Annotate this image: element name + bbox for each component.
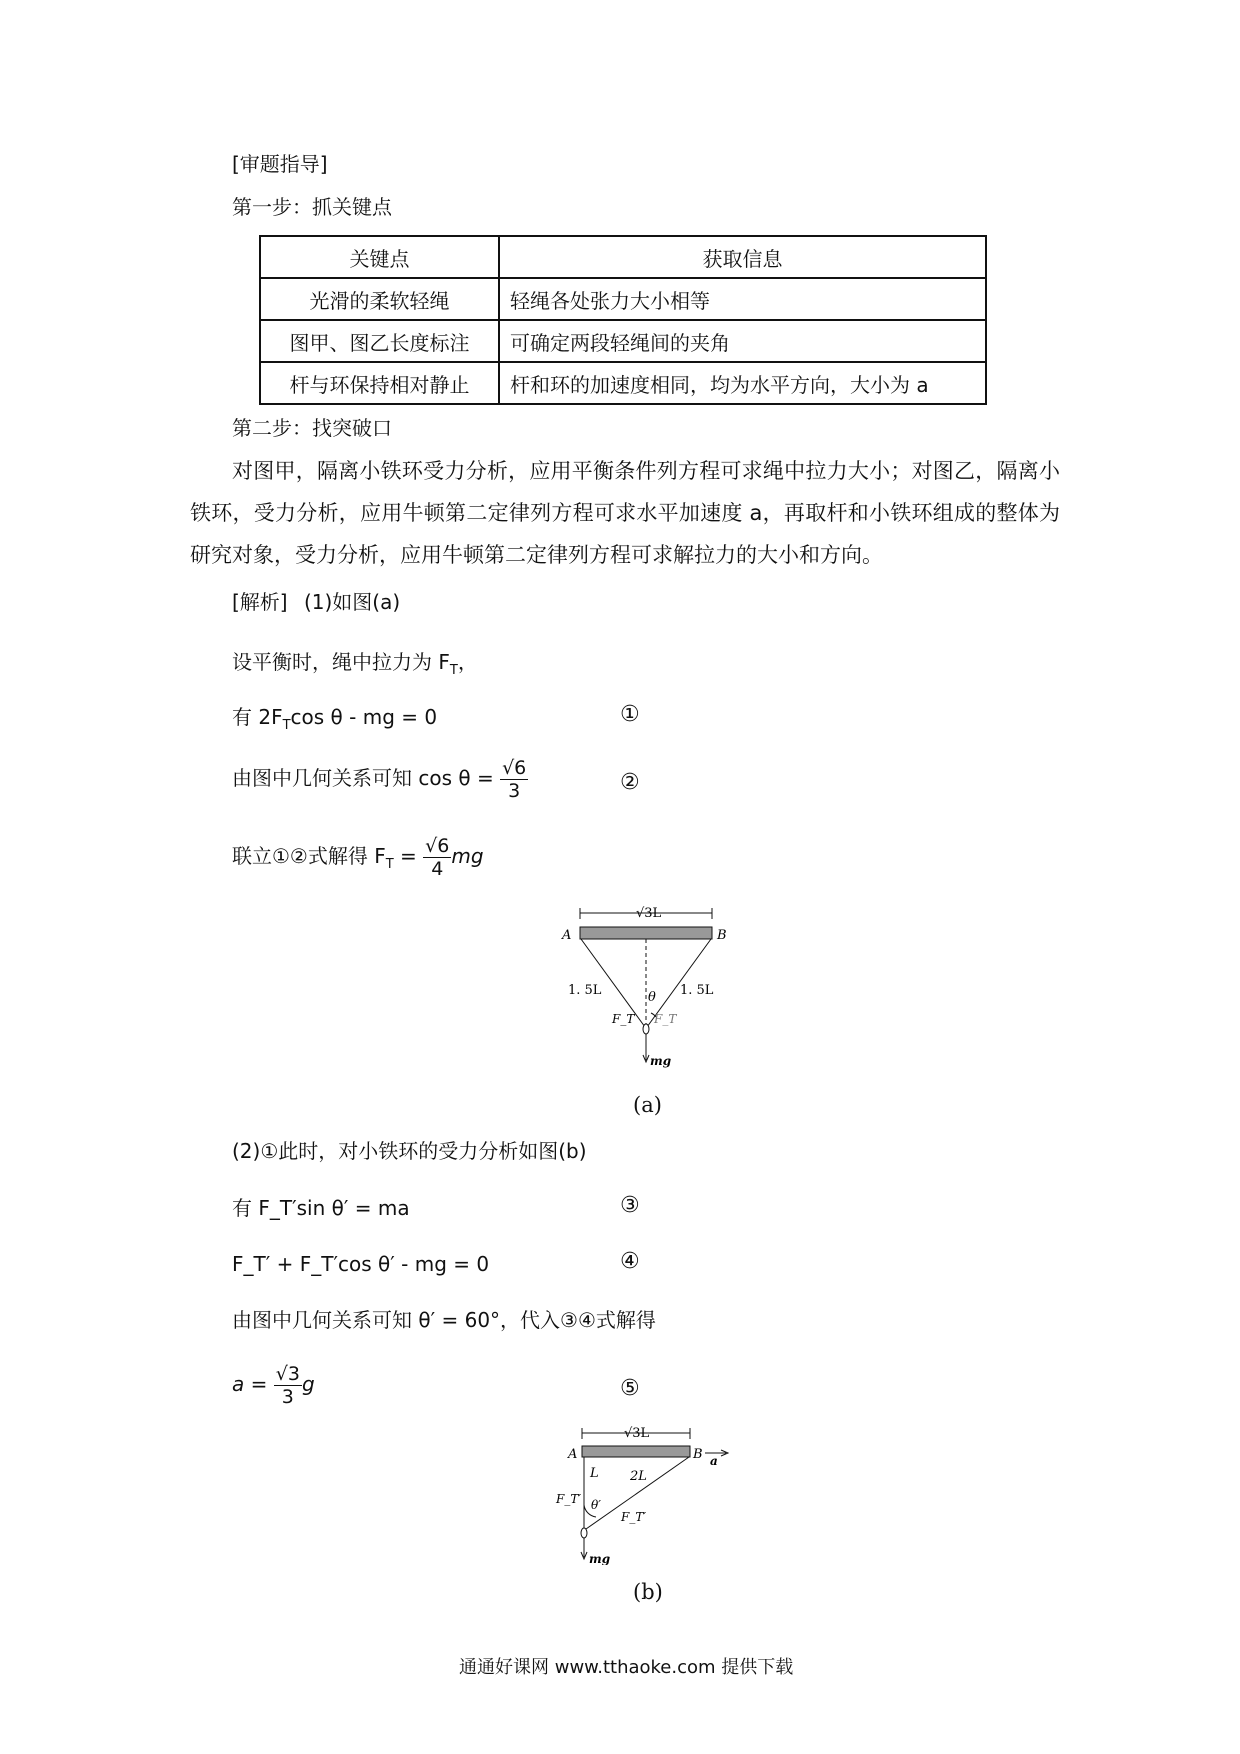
numerator: √6: [502, 757, 527, 779]
table-header-cell: 获取信息: [499, 236, 986, 278]
figure-a-caption: (a): [633, 1093, 662, 1117]
acceleration-label: a: [710, 1454, 718, 1468]
table-cell: 杆和环的加速度相同，均为水平方向，大小为 a: [499, 362, 986, 404]
fraction-sqrt6-over-4: [423, 835, 451, 880]
iron-ring: [643, 1024, 649, 1034]
table-cell: 可确定两段轻绳间的夹角: [499, 320, 986, 362]
page-footer: 通通好课网 www.tthaoke.com 提供下载: [459, 1657, 794, 1678]
table-row: [260, 320, 986, 362]
equation-number-5: ⑤: [620, 1376, 640, 1401]
table-cell: 杆与环保持相对静止: [260, 362, 499, 404]
subscript: T: [282, 718, 291, 733]
eq2-pre: 由图中几何关系可知 cos θ =: [232, 766, 494, 790]
rod: [580, 927, 712, 939]
eq7-post: g: [301, 1372, 315, 1396]
short-length-label: L: [590, 1466, 599, 1481]
dimension-label: √3L: [624, 1426, 650, 1441]
equation-6: 由图中几何关系可知 θ′ = 60°，代入③④式解得: [232, 1308, 656, 1332]
key-points-table: [259, 235, 987, 405]
table-header-cell: 关键点: [260, 236, 499, 278]
solution-line-part1: [232, 588, 400, 616]
left-length-label: 1. 5L: [568, 983, 602, 998]
table-header-row: [260, 236, 986, 278]
eq3-post: mg: [451, 844, 484, 868]
equation-3: [232, 835, 484, 880]
guide-paragraph: 对图甲，隔离小铁环受力分析，应用平衡条件列方程可求绳中拉力大小；对图乙，隔离小铁环，受力分析，应用牛顿第二定律列方程可求水平加速度 a，再取杆和小铁环组成的整体为研究对象，受力分析，应用牛顿第二定律列方程可求解拉力的大小和方向。: [190, 459, 1060, 567]
step2-title: 第二步：找突破口: [232, 416, 392, 440]
part1-label: (1)如图(a): [303, 590, 401, 614]
rod: [582, 1446, 690, 1457]
equation-number-2: ②: [620, 770, 640, 795]
fraction-sqrt3-over-3: [274, 1363, 302, 1408]
eq7-pre: a =: [232, 1372, 268, 1396]
equation-number-3: ③: [620, 1193, 640, 1218]
force-right-label: F_T: [654, 1012, 677, 1026]
eq3-pre: 联立①②式解得 F: [232, 844, 386, 868]
equation-4: 有 F_T′sin θ′ = ma: [232, 1196, 410, 1220]
fraction-sqrt6-over-3: [500, 757, 528, 802]
eq1-post: cos θ - mg = 0: [290, 705, 438, 729]
table-cell: 图甲、图乙长度标注: [260, 320, 499, 362]
step1-title: 第一步：抓关键点: [232, 195, 392, 219]
tension-text: 设平衡时，绳中拉力为 F: [232, 650, 450, 674]
numerator: √3: [275, 1363, 300, 1385]
angle-label: θ: [648, 990, 656, 1005]
guide-header: [审题指导]: [232, 152, 328, 176]
point-b-label: B: [717, 928, 727, 943]
point-b-label: B: [693, 1447, 703, 1462]
angle-label: θ′: [591, 1498, 601, 1512]
dimension-label: √3L: [636, 906, 662, 921]
force-left-label: F_T: [612, 1012, 635, 1026]
numerator: √6: [425, 835, 450, 857]
table-cell: 轻绳各处张力大小相等: [499, 278, 986, 320]
figure-a-diagram: [550, 905, 740, 1075]
figure-b-diagram: [548, 1425, 748, 1565]
figure-b-caption: (b): [633, 1580, 663, 1604]
denominator: 4: [431, 858, 444, 880]
part2-label: (2)①此时，对小铁环的受力分析如图(b): [232, 1139, 587, 1163]
long-length-label: 2L: [630, 1469, 647, 1484]
right-length-label: 1. 5L: [680, 983, 714, 998]
line-tension: [232, 648, 478, 685]
force-vertical-label: F_T′: [556, 1492, 582, 1506]
weight-label: mg: [650, 1054, 672, 1068]
equation-7: [232, 1363, 315, 1408]
punct: ，: [457, 650, 478, 674]
weight-label: mg: [589, 1552, 611, 1565]
denominator: 3: [508, 780, 521, 802]
equation-5: F_T′ + F_T′cos θ′ - mg = 0: [232, 1252, 490, 1276]
force-diagonal-label: F_T′: [621, 1510, 647, 1524]
subscript: T: [449, 663, 458, 678]
denominator: 3: [281, 1386, 294, 1408]
table-row: [260, 362, 986, 404]
equation-number-1: ①: [620, 702, 640, 727]
equation-2: [232, 757, 528, 802]
point-a-label: A: [568, 1447, 578, 1462]
equals: =: [393, 844, 417, 868]
subscript: T: [385, 857, 394, 872]
table-row: [260, 278, 986, 320]
iron-ring: [581, 1528, 587, 1538]
point-a-label: A: [562, 928, 572, 943]
eq1-pre: 有 2F: [232, 705, 283, 729]
solution-header: [解析]: [232, 590, 288, 614]
equation-1: [232, 703, 437, 740]
table-cell: 光滑的柔软轻绳: [260, 278, 499, 320]
equation-number-4: ④: [620, 1249, 640, 1274]
